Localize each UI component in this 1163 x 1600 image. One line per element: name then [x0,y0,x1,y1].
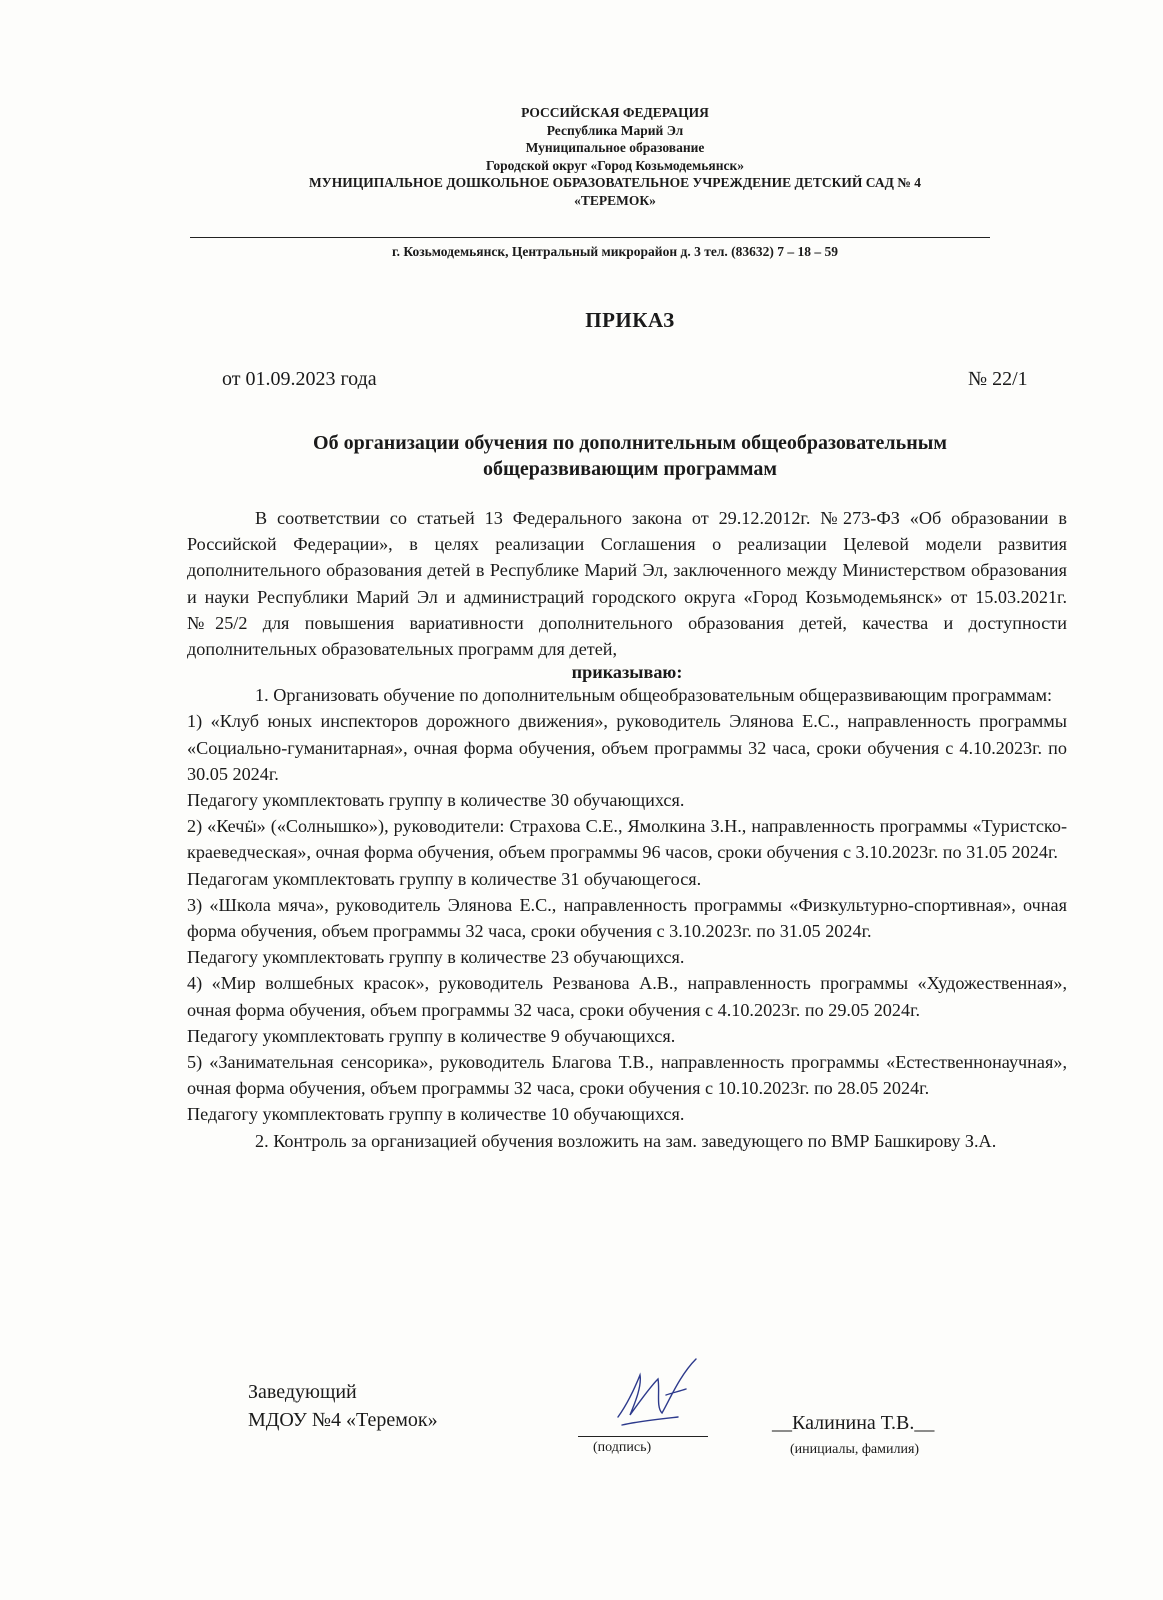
header-institution: МУНИЦИПАЛЬНОЕ ДОШКОЛЬНОЕ ОБРАЗОВАТЕЛЬНОЕ УЧРЕЖДЕНИЕ ДЕТСКИЙ САД № 4 [309,175,921,190]
order-date: от 01.09.2023 года [222,368,377,390]
item-1-paragraph: 1. Организовать обучение по дополнительным общеобразовательным общеразвивающим программам: [255,685,1053,706]
program-group-line: Педагогу укомплектовать группу в количестве 10 обучающихся. [187,1104,685,1125]
program-paragraph: 2) «Кечӹ» («Солнышко»), руководители: Страхова С.Е., Ямолкина З.Н., направленность программы «Туристско-краеведческая», очная форма обучения, объем программы 96 часов, сроки обучения с 3.10.2023г. по 31.05 2024г. [187,816,1067,863]
order-title: ПРИКАЗ [585,308,675,332]
program-group-line: Педагогам укомплектовать группу в количестве 31 обучающегося. [187,868,702,889]
header-republic: Республика Марий Эл [546,122,684,138]
order-subject-line: Об организации обучения по дополнительным общеобразовательным [313,432,947,454]
handwritten-signature [600,1355,710,1435]
program-group-line: Педагогу укомплектовать группу в количестве 23 обучающихся. [187,947,685,968]
header-institution-name: «ТЕРЕМОК» [574,192,656,208]
order-word: приказываю: [571,662,683,683]
signature-caption: (подпись) [593,1440,652,1455]
program-group-line: Педагогу укомплектовать группу в количестве 9 обучающихся. [187,1025,676,1046]
program-paragraph: 3) «Школа мяча», руководитель Элянова Е.С., направленность программы «Физкультурно-спортивная», очная форма обучения, объем программы 32 часа, сроки обучения с 3.10.2023г. по 31.05 2024г. [187,894,1067,942]
item-2-paragraph: 2. Контроль за организацией обучения возложить на зам. заведующего по ВМР Башкирову З.А. [255,1130,997,1151]
signatory-position [248,1378,438,1434]
order-number: № 22/1 [968,368,1028,390]
header-divider [190,237,990,238]
signatory-name-caption: (инициалы, фамилия) [790,1442,920,1457]
document-header [190,104,1040,209]
document-body [187,505,1067,1154]
header-district: Городской округ «Город Козьмодемьянск» [485,157,744,173]
signatory-name: __Калинина Т.В.__ [772,1412,935,1434]
signatory-position-line: МДОУ №4 «Теремок» [248,1409,438,1431]
program-paragraph: 5) «Занимательная сенсорика», руководитель Благова Т.В., направленность программы «Естественнонаучная», очная форма обучения, объем программы 32 часа, сроки обучения с 10.10.2023г. по 28.05 2024г. [187,1052,1067,1099]
order-subject [190,430,1070,482]
header-country: РОССИЙСКАЯ ФЕДЕРАЦИЯ [521,105,709,120]
program-paragraph: 4) «Мир волшебных красок», руководитель Резванова А.В., направленность программы «Художественная», очная форма обучения, объем программы 32 часа, сроки обучения с 4.10.2023г. по 29.05 2024г. [187,973,1067,1020]
order-subject-line: общеразвивающим программам [483,458,777,480]
signature-line [578,1436,708,1437]
program-paragraph: 1) «Клуб юных инспекторов дорожного движения», руководитель Элянова Е.С., направленность программы «Социально-гуманитарная», очная форма обучения, объем программы 32 часа, сроки обучения с 4.10.2023г. по 30.05 2024г. [187,711,1067,784]
signatory-position-line: Заведующий [248,1381,357,1403]
preamble-paragraph: В соответствии со статьей 13 Федерального закона от 29.12.2012г. №273-ФЗ «Об образовании в Российской Федерации», в целях реализации Соглашения о реализации Целевой модели развития дополнительного образования детей в Республике Марий Эл, заключенного между Министерством образования и науки Республики Марий Эл и администраций городского округа «Город Козьмодемьянск» от 15.03.2021г. №25/2 для повышения вариативности дополнительного образования детей, качества и доступности дополнительных образовательных программ для детей, [187,508,1067,660]
program-group-line: Педагогу укомплектовать группу в количестве 30 обучающихся. [187,790,685,811]
header-municipality: Муниципальное образование [525,140,705,155]
header-address: г. Козьмодемьянск, Центральный микрорайон д. 3 тел. (83632) 7 – 18 – 59 [391,244,839,259]
